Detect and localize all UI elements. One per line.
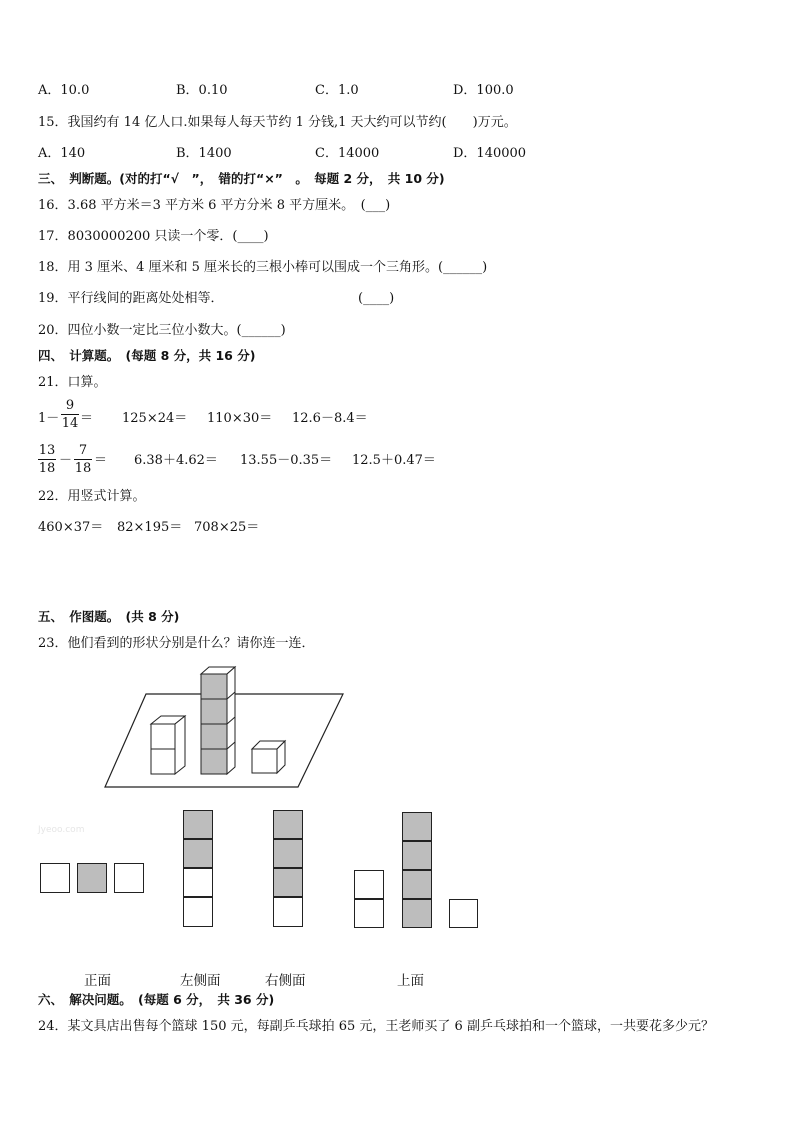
fraction-bar bbox=[38, 459, 56, 460]
view-square bbox=[354, 899, 384, 928]
view-square bbox=[183, 839, 213, 868]
q14-option-d: D．100.0 bbox=[453, 83, 514, 98]
calc-row2-minus: － bbox=[59, 453, 73, 468]
calc-row2-fraction2 bbox=[74, 443, 92, 476]
watermark: Jyeoo.com bbox=[38, 825, 85, 835]
q18-text: 18．用 3 厘米、4 厘米和 5 厘米长的三根小棒可以围成一个三角形。(______) bbox=[38, 260, 488, 275]
view-square bbox=[183, 897, 213, 927]
tall-cube-stack bbox=[201, 667, 235, 774]
view-square bbox=[183, 868, 213, 897]
calc-row2-item: 6.38＋4.62＝ bbox=[134, 453, 218, 468]
view-square bbox=[273, 868, 303, 897]
q14-option-c: C．1.0 bbox=[315, 83, 359, 98]
view-square bbox=[354, 870, 384, 899]
view-square bbox=[402, 899, 432, 928]
label-right-side[interactable]: 右侧面 bbox=[265, 973, 306, 989]
single-cube bbox=[252, 741, 285, 773]
view-square bbox=[183, 810, 213, 839]
left-cube-stack bbox=[151, 716, 185, 774]
view-square bbox=[402, 841, 432, 870]
section4-title: 四、 计算题。 (每题 8 分，共 16 分) bbox=[38, 348, 256, 363]
q20-text: 20．四位小数一定比三位小数大。(______) bbox=[38, 323, 286, 338]
q14-option-a: A．10.0 bbox=[38, 83, 90, 98]
view-square bbox=[273, 897, 303, 927]
q23-text: 23．他们看到的形状分别是什么？请你连一连． bbox=[38, 636, 315, 651]
q19-blank: (____) bbox=[358, 291, 395, 306]
q16-text: 16．3.68 平方米＝3 平方米 6 平方分米 8 平方厘米。 (___) bbox=[38, 198, 391, 213]
calc-row1-fraction bbox=[61, 398, 79, 431]
label-left-side[interactable]: 左侧面 bbox=[180, 973, 221, 989]
view-square bbox=[273, 839, 303, 868]
view-square bbox=[273, 810, 303, 839]
q14-option-b: B．0.10 bbox=[176, 83, 228, 98]
view-square bbox=[114, 863, 144, 893]
calc-row1-item: 110×30＝ bbox=[207, 411, 273, 426]
fraction-denominator: 14 bbox=[61, 416, 79, 431]
q22-item: 708×25＝ bbox=[194, 520, 260, 535]
q21-text: 21．口算。 bbox=[38, 375, 107, 390]
label-front[interactable]: 正面 bbox=[84, 973, 111, 989]
q15-option-a: A．140 bbox=[38, 146, 86, 161]
fraction-numerator: 13 bbox=[38, 443, 56, 458]
q19-text: 19．平行线间的距离处处相等． bbox=[38, 291, 224, 306]
fraction-bar bbox=[74, 459, 92, 460]
fraction-denominator: 18 bbox=[38, 461, 56, 476]
view-square bbox=[77, 863, 107, 893]
cube-arrangement-figure bbox=[100, 664, 360, 796]
q24-text: 24．某文具店出售每个篮球 150 元，每副乒乓球拍 65 元，王老师买了 6 副乒乓球拍和一个篮球，一共要花多少元？ bbox=[38, 1019, 714, 1034]
fraction-bar bbox=[61, 414, 79, 415]
q15-option-c: C．14000 bbox=[315, 146, 380, 161]
calc-row1-item: 12.6－8.4＝ bbox=[292, 411, 368, 426]
label-top[interactable]: 上面 bbox=[397, 973, 424, 989]
section6-title: 六、 解决问题。 (每题 6 分， 共 36 分) bbox=[38, 992, 275, 1007]
q15-option-b: B．1400 bbox=[176, 146, 232, 161]
q22-text: 22．用竖式计算。 bbox=[38, 489, 146, 504]
calc-row1-eq: ＝ bbox=[80, 411, 94, 426]
calc-row2-item: 12.5＋0.47＝ bbox=[352, 453, 436, 468]
fraction-numerator: 9 bbox=[65, 398, 75, 413]
view-square bbox=[449, 899, 478, 928]
q22-item: 460×37＝ bbox=[38, 520, 104, 535]
calc-row2-eq: ＝ bbox=[94, 453, 108, 468]
fraction-denominator: 18 bbox=[74, 461, 92, 476]
calc-row1-item: 125×24＝ bbox=[122, 411, 188, 426]
fraction-numerator: 7 bbox=[78, 443, 88, 458]
calc-row2-item: 13.55－0.35＝ bbox=[240, 453, 333, 468]
q15-option-d: D．140000 bbox=[453, 146, 527, 161]
calc-row1-prefix: 1－ bbox=[38, 411, 60, 426]
calc-row2-fraction1 bbox=[38, 443, 56, 476]
view-square bbox=[402, 870, 432, 899]
view-square bbox=[402, 812, 432, 841]
q22-item: 82×195＝ bbox=[117, 520, 183, 535]
section3-title: 三、 判断题。(对的打“√ ”， 错的打“×” 。 每题 2 分， 共 10 分) bbox=[38, 171, 445, 186]
q17-text: 17．8030000200 只读一个零．(____) bbox=[38, 229, 269, 244]
view-square bbox=[40, 863, 70, 893]
section5-title: 五、 作图题。 (共 8 分) bbox=[38, 609, 180, 624]
q15-text: 15．我国约有 14 亿人口.如果每人每天节约 1 分钱,1 天大约可以节约( )万元。 bbox=[38, 115, 517, 130]
